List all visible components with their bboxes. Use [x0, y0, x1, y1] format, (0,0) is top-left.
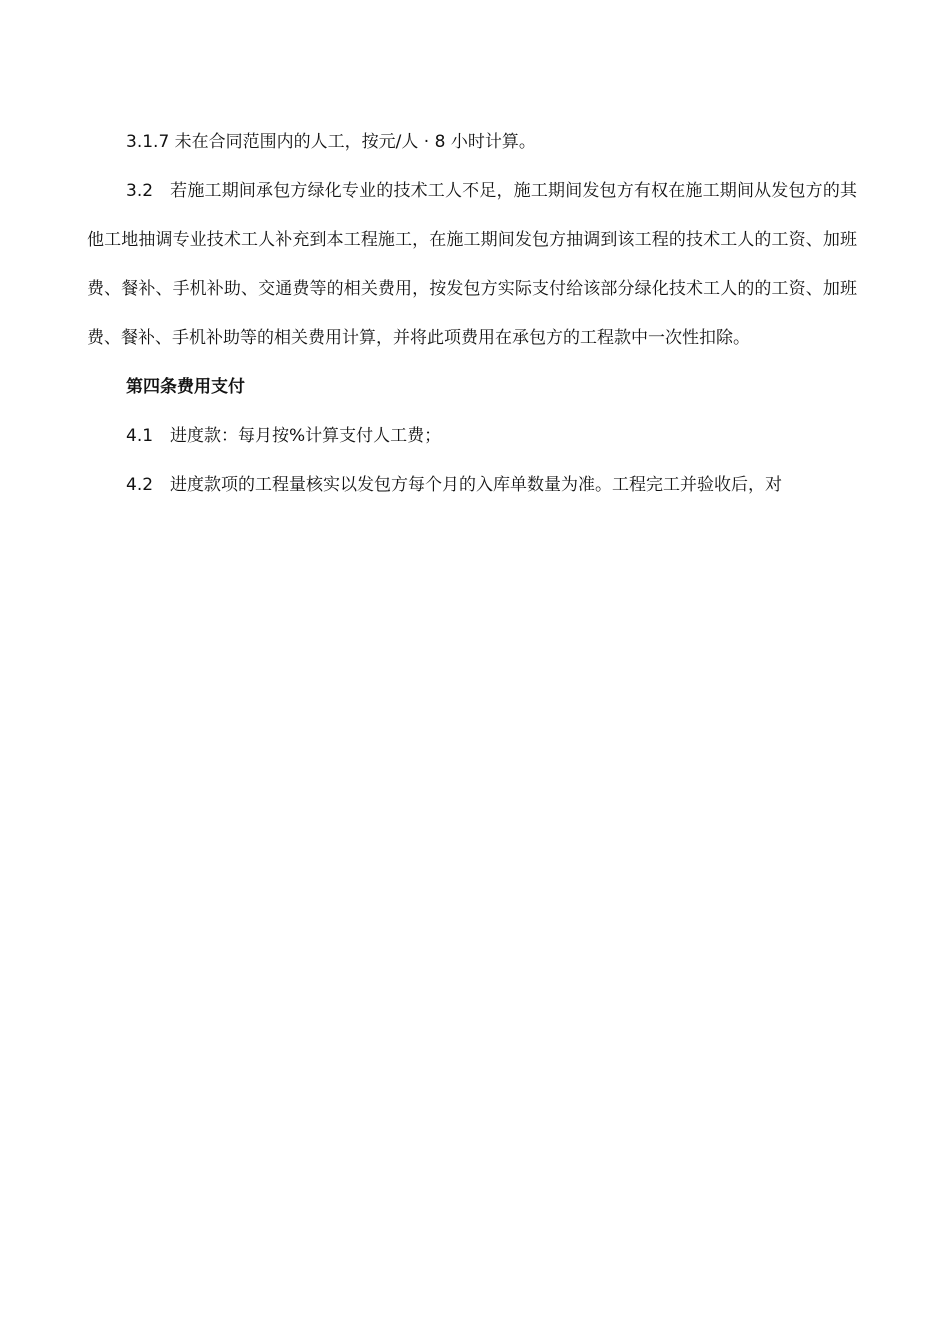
clause-3-2	[87, 167, 857, 363]
document-body	[87, 118, 857, 510]
clause-number: 4.1	[126, 426, 154, 446]
clause-text: 若施工期间承包方绿化专业的技术工人不足，施工期间发包方有权在施工期间从发包方的其他工地抽调专业技术工人补充到本工程施工，在施工期间发包方抽调到该工程的技术工人的工资、加班费、餐补、手机补助、交通费等的相关费用，按发包方实际支付给该部分绿化技术工人的的工资、加班费、餐补、手机补助等的相关费用计算，并将此项费用在承包方的工程款中一次性扣除。	[87, 181, 857, 348]
clause-number: 4.2	[126, 475, 154, 495]
clause-3-1-7	[87, 118, 857, 167]
clause-4-2	[87, 461, 857, 510]
clause-text: 进度款：每月按%计算支付人工费；	[170, 426, 442, 446]
section-heading: 第四条费用支付	[126, 377, 245, 397]
clause-text: 未在合同范围内的人工，按元/人 · 8 小时计算。	[169, 132, 536, 152]
clause-number: 3.2	[126, 181, 154, 201]
clause-4-1	[87, 412, 857, 461]
clause-text: 进度款项的工程量核实以发包方每个月的入库单数量为准。工程完工并验收后，对	[170, 475, 782, 495]
clause-number: 3.1.7	[126, 132, 170, 152]
